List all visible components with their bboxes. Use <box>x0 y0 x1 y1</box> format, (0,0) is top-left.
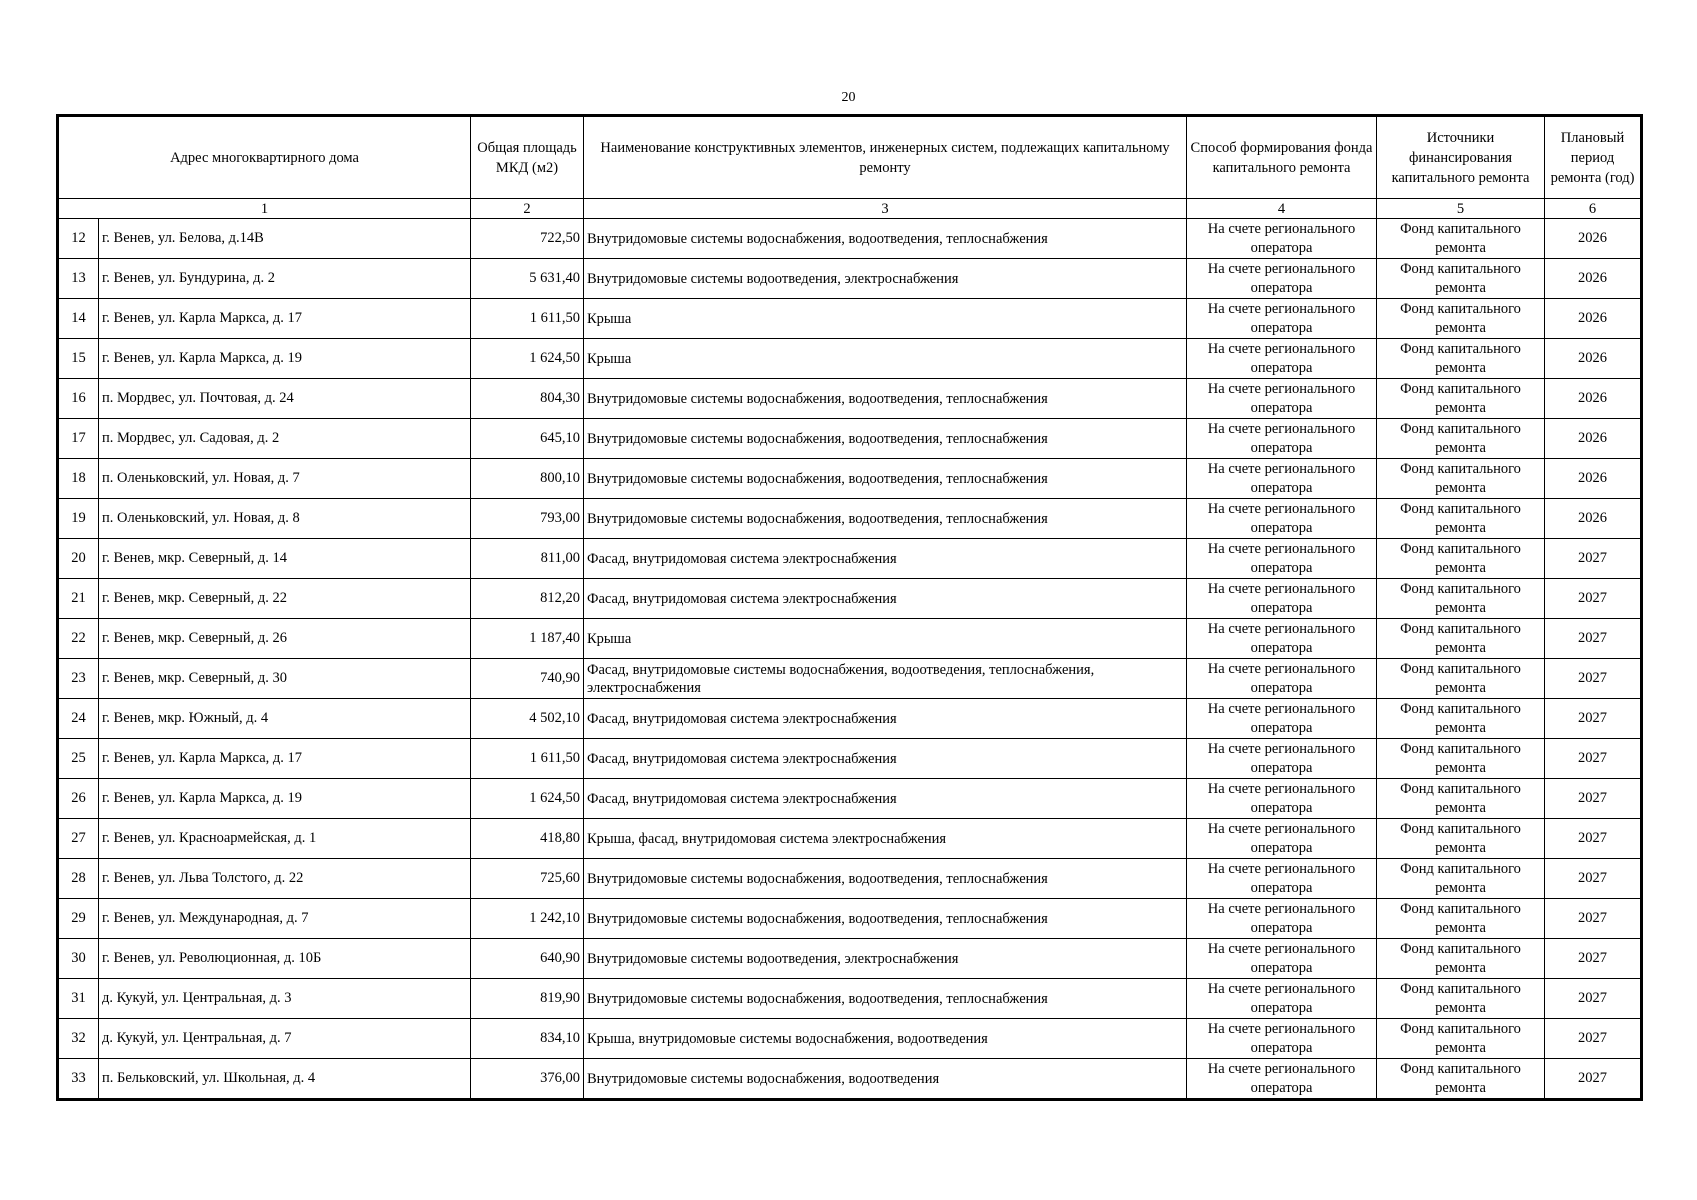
year-cell: 2026 <box>1545 499 1641 539</box>
source-cell: Фонд капитального ремонта <box>1377 619 1545 659</box>
area-cell: 804,30 <box>471 379 584 419</box>
source-cell: Фонд капитального ремонта <box>1377 1059 1545 1099</box>
source-cell: Фонд капитального ремонта <box>1377 379 1545 419</box>
year-cell: 2026 <box>1545 459 1641 499</box>
row-number: 29 <box>59 899 99 939</box>
row-number: 25 <box>59 739 99 779</box>
method-cell: На счете регионального оператора <box>1187 1019 1377 1059</box>
method-cell: На счете регионального оператора <box>1187 259 1377 299</box>
address-cell: г. Венев, ул. Льва Толстого, д. 22 <box>99 859 471 899</box>
elements-cell: Крыша <box>584 619 1187 659</box>
address-cell: г. Венев, ул. Карла Маркса, д. 19 <box>99 339 471 379</box>
elements-cell: Внутридомовые системы водоснабжения, водоотведения, теплоснабжения <box>584 979 1187 1019</box>
year-cell: 2026 <box>1545 339 1641 379</box>
source-cell: Фонд капитального ремонта <box>1377 419 1545 459</box>
elements-cell: Крыша, фасад, внутридомовая система электроснабжения <box>584 819 1187 859</box>
table-row <box>59 499 1641 539</box>
table-row <box>59 579 1641 619</box>
elements-cell: Внутридомовые системы водоотведения, электроснабжения <box>584 259 1187 299</box>
row-number: 14 <box>59 299 99 339</box>
address-cell: г. Венев, мкр. Северный, д. 14 <box>99 539 471 579</box>
year-cell: 2026 <box>1545 419 1641 459</box>
table-row <box>59 619 1641 659</box>
address-cell: г. Венев, мкр. Северный, д. 30 <box>99 659 471 699</box>
table-row <box>59 779 1641 819</box>
table-row <box>59 899 1641 939</box>
row-number: 20 <box>59 539 99 579</box>
method-cell: На счете регионального оператора <box>1187 419 1377 459</box>
source-cell: Фонд капитального ремонта <box>1377 219 1545 259</box>
row-number: 17 <box>59 419 99 459</box>
row-number: 32 <box>59 1019 99 1059</box>
year-cell: 2027 <box>1545 899 1641 939</box>
elements-cell: Крыша <box>584 299 1187 339</box>
method-cell: На счете регионального оператора <box>1187 739 1377 779</box>
source-cell: Фонд капитального ремонта <box>1377 579 1545 619</box>
year-cell: 2026 <box>1545 379 1641 419</box>
source-cell: Фонд капитального ремонта <box>1377 299 1545 339</box>
elements-cell: Внутридомовые системы водоснабжения, водоотведения, теплоснабжения <box>584 459 1187 499</box>
area-cell: 376,00 <box>471 1059 584 1099</box>
year-cell: 2027 <box>1545 619 1641 659</box>
area-cell: 722,50 <box>471 219 584 259</box>
table-row <box>59 979 1641 1019</box>
column-number: 6 <box>1545 199 1641 219</box>
area-cell: 418,80 <box>471 819 584 859</box>
method-cell: На счете регионального оператора <box>1187 939 1377 979</box>
year-cell: 2026 <box>1545 259 1641 299</box>
row-number: 21 <box>59 579 99 619</box>
area-cell: 1 611,50 <box>471 299 584 339</box>
row-number: 33 <box>59 1059 99 1099</box>
page-number: 20 <box>841 90 856 105</box>
row-number: 16 <box>59 379 99 419</box>
method-cell: На счете регионального оператора <box>1187 819 1377 859</box>
method-cell: На счете регионального оператора <box>1187 979 1377 1019</box>
address-cell: д. Кукуй, ул. Центральная, д. 7 <box>99 1019 471 1059</box>
column-number: 3 <box>584 199 1187 219</box>
header-area: Общая площадь МКД (м2) <box>471 117 584 199</box>
method-cell: На счете регионального оператора <box>1187 219 1377 259</box>
year-cell: 2027 <box>1545 1059 1641 1099</box>
method-cell: На счете регионального оператора <box>1187 659 1377 699</box>
table-row <box>59 739 1641 779</box>
address-cell: п. Оленьковский, ул. Новая, д. 8 <box>99 499 471 539</box>
area-cell: 819,90 <box>471 979 584 1019</box>
header-address: Адрес многоквартирного дома <box>59 117 471 199</box>
table-row <box>59 859 1641 899</box>
address-cell: п. Оленьковский, ул. Новая, д. 7 <box>99 459 471 499</box>
row-number: 23 <box>59 659 99 699</box>
address-cell: г. Венев, мкр. Северный, д. 22 <box>99 579 471 619</box>
method-cell: На счете регионального оператора <box>1187 459 1377 499</box>
source-cell: Фонд капитального ремонта <box>1377 979 1545 1019</box>
header-elements: Наименование конструктивных элементов, инженерных систем, подлежащих капитальному ремонту <box>584 117 1187 199</box>
table-row <box>59 339 1641 379</box>
table-row <box>59 459 1641 499</box>
method-cell: На счете регионального оператора <box>1187 299 1377 339</box>
year-cell: 2027 <box>1545 579 1641 619</box>
elements-cell: Внутридомовые системы водоснабжения, водоотведения, теплоснабжения <box>584 899 1187 939</box>
year-cell: 2027 <box>1545 979 1641 1019</box>
elements-cell: Крыша <box>584 339 1187 379</box>
area-cell: 4 502,10 <box>471 699 584 739</box>
repair-registry-table <box>58 116 1641 1099</box>
address-cell: г. Венев, ул. Карла Маркса, д. 17 <box>99 299 471 339</box>
source-cell: Фонд капитального ремонта <box>1377 779 1545 819</box>
table-row <box>59 379 1641 419</box>
address-cell: г. Венев, ул. Красноармейская, д. 1 <box>99 819 471 859</box>
address-cell: п. Мордвес, ул. Почтовая, д. 24 <box>99 379 471 419</box>
table-row <box>59 939 1641 979</box>
area-cell: 793,00 <box>471 499 584 539</box>
source-cell: Фонд капитального ремонта <box>1377 659 1545 699</box>
address-cell: п. Мордвес, ул. Садовая, д. 2 <box>99 419 471 459</box>
source-cell: Фонд капитального ремонта <box>1377 739 1545 779</box>
method-cell: На счете регионального оператора <box>1187 579 1377 619</box>
area-cell: 640,90 <box>471 939 584 979</box>
method-cell: На счете регионального оператора <box>1187 779 1377 819</box>
address-cell: г. Венев, ул. Бундурина, д. 2 <box>99 259 471 299</box>
method-cell: На счете регионального оператора <box>1187 899 1377 939</box>
year-cell: 2027 <box>1545 539 1641 579</box>
year-cell: 2027 <box>1545 1019 1641 1059</box>
table-row <box>59 219 1641 259</box>
area-cell: 834,10 <box>471 1019 584 1059</box>
area-cell: 812,20 <box>471 579 584 619</box>
table-row <box>59 699 1641 739</box>
area-cell: 811,00 <box>471 539 584 579</box>
source-cell: Фонд капитального ремонта <box>1377 459 1545 499</box>
source-cell: Фонд капитального ремонта <box>1377 1019 1545 1059</box>
address-cell: д. Кукуй, ул. Центральная, д. 3 <box>99 979 471 1019</box>
row-number: 19 <box>59 499 99 539</box>
row-number: 26 <box>59 779 99 819</box>
area-cell: 1 242,10 <box>471 899 584 939</box>
column-number: 1 <box>59 199 471 219</box>
elements-cell: Фасад, внутридомовая система электроснабжения <box>584 579 1187 619</box>
elements-cell: Фасад, внутридомовая система электроснабжения <box>584 779 1187 819</box>
area-cell: 725,60 <box>471 859 584 899</box>
year-cell: 2027 <box>1545 819 1641 859</box>
address-cell: г. Венев, ул. Международная, д. 7 <box>99 899 471 939</box>
row-number: 28 <box>59 859 99 899</box>
source-cell: Фонд капитального ремонта <box>1377 699 1545 739</box>
elements-cell: Фасад, внутридомовая система электроснабжения <box>584 699 1187 739</box>
header-period: Плановый период ремонта (год) <box>1545 117 1641 199</box>
year-cell: 2027 <box>1545 779 1641 819</box>
elements-cell: Внутридомовые системы водоснабжения, водоотведения, теплоснабжения <box>584 419 1187 459</box>
row-number: 22 <box>59 619 99 659</box>
row-number: 18 <box>59 459 99 499</box>
area-cell: 5 631,40 <box>471 259 584 299</box>
table-row <box>59 659 1641 699</box>
table-body <box>59 219 1641 1099</box>
elements-cell: Внутридомовые системы водоснабжения, водоотведения, теплоснабжения <box>584 499 1187 539</box>
row-number: 13 <box>59 259 99 299</box>
column-number: 2 <box>471 199 584 219</box>
table-row <box>59 259 1641 299</box>
elements-cell: Внутридомовые системы водоснабжения, водоотведения, теплоснабжения <box>584 859 1187 899</box>
area-cell: 1 624,50 <box>471 779 584 819</box>
table-row <box>59 819 1641 859</box>
column-number: 4 <box>1187 199 1377 219</box>
column-number-row <box>59 199 1641 219</box>
source-cell: Фонд капитального ремонта <box>1377 259 1545 299</box>
address-cell: г. Венев, ул. Революционная, д. 10Б <box>99 939 471 979</box>
year-cell: 2027 <box>1545 659 1641 699</box>
row-number: 15 <box>59 339 99 379</box>
row-number: 30 <box>59 939 99 979</box>
row-number: 27 <box>59 819 99 859</box>
area-cell: 740,90 <box>471 659 584 699</box>
year-cell: 2027 <box>1545 739 1641 779</box>
source-cell: Фонд капитального ремонта <box>1377 819 1545 859</box>
year-cell: 2027 <box>1545 939 1641 979</box>
row-number: 12 <box>59 219 99 259</box>
row-number: 24 <box>59 699 99 739</box>
table-row <box>59 419 1641 459</box>
area-cell: 1 187,40 <box>471 619 584 659</box>
source-cell: Фонд капитального ремонта <box>1377 939 1545 979</box>
method-cell: На счете регионального оператора <box>1187 859 1377 899</box>
area-cell: 645,10 <box>471 419 584 459</box>
elements-cell: Фасад, внутридомовая система электроснабжения <box>584 539 1187 579</box>
address-cell: п. Бельковский, ул. Школьная, д. 4 <box>99 1059 471 1099</box>
address-cell: г. Венев, ул. Карла Маркса, д. 19 <box>99 779 471 819</box>
method-cell: На счете регионального оператора <box>1187 619 1377 659</box>
table-row <box>59 539 1641 579</box>
method-cell: На счете регионального оператора <box>1187 539 1377 579</box>
year-cell: 2026 <box>1545 219 1641 259</box>
source-cell: Фонд капитального ремонта <box>1377 339 1545 379</box>
elements-cell: Фасад, внутридомовая система электроснабжения <box>584 739 1187 779</box>
method-cell: На счете регионального оператора <box>1187 339 1377 379</box>
source-cell: Фонд капитального ремонта <box>1377 859 1545 899</box>
table-row <box>59 299 1641 339</box>
source-cell: Фонд капитального ремонта <box>1377 499 1545 539</box>
address-cell: г. Венев, ул. Карла Маркса, д. 17 <box>99 739 471 779</box>
table-header-row <box>59 117 1641 199</box>
elements-cell: Внутридомовые системы водоснабжения, водоотведения, теплоснабжения <box>584 379 1187 419</box>
method-cell: На счете регионального оператора <box>1187 699 1377 739</box>
source-cell: Фонд капитального ремонта <box>1377 539 1545 579</box>
area-cell: 800,10 <box>471 459 584 499</box>
elements-cell: Внутридомовые системы водоснабжения, водоотведения, теплоснабжения <box>584 219 1187 259</box>
table-row <box>59 1059 1641 1099</box>
header-source: Источники финансирования капитального ремонта <box>1377 117 1545 199</box>
elements-cell: Внутридомовые системы водоотведения, электроснабжения <box>584 939 1187 979</box>
method-cell: На счете регионального оператора <box>1187 379 1377 419</box>
area-cell: 1 611,50 <box>471 739 584 779</box>
year-cell: 2027 <box>1545 699 1641 739</box>
elements-cell: Крыша, внутридомовые системы водоснабжения, водоотведения <box>584 1019 1187 1059</box>
year-cell: 2027 <box>1545 859 1641 899</box>
method-cell: На счете регионального оператора <box>1187 499 1377 539</box>
row-number: 31 <box>59 979 99 1019</box>
address-cell: г. Венев, мкр. Северный, д. 26 <box>99 619 471 659</box>
address-cell: г. Венев, ул. Белова, д.14В <box>99 219 471 259</box>
header-method: Способ формирования фонда капитального ремонта <box>1187 117 1377 199</box>
elements-cell: Фасад, внутридомовые системы водоснабжения, водоотведения, теплоснабжения, электроснабжения <box>584 659 1187 699</box>
source-cell: Фонд капитального ремонта <box>1377 899 1545 939</box>
table-row <box>59 1019 1641 1059</box>
year-cell: 2026 <box>1545 299 1641 339</box>
column-number: 5 <box>1377 199 1545 219</box>
area-cell: 1 624,50 <box>471 339 584 379</box>
method-cell: На счете регионального оператора <box>1187 1059 1377 1099</box>
address-cell: г. Венев, мкр. Южный, д. 4 <box>99 699 471 739</box>
elements-cell: Внутридомовые системы водоснабжения, водоотведения <box>584 1059 1187 1099</box>
